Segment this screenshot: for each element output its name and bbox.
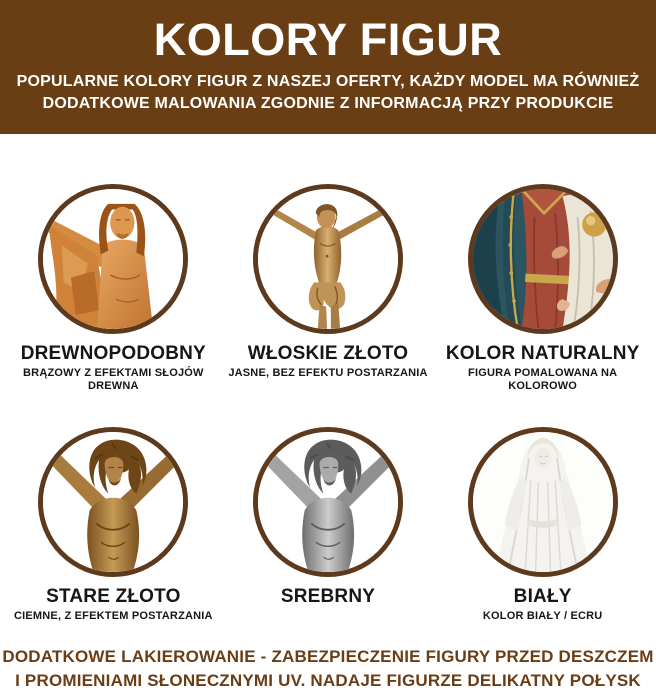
white-madonna-figure-image bbox=[468, 427, 618, 577]
footer-note bbox=[0, 645, 656, 693]
option-name: WŁOSKIE ZŁOTO bbox=[247, 343, 409, 364]
option-name: STARE ZŁOTO bbox=[46, 586, 181, 607]
option-description: FIGURA POMALOWANA NA KOLOROWO bbox=[468, 367, 618, 392]
color-option-kolor-naturalny bbox=[435, 184, 650, 393]
color-option-drewnopodobny bbox=[6, 184, 221, 393]
option-name: DREWNOPODOBNY bbox=[20, 343, 206, 364]
footer-line2: I PROMIENIAMI SŁONECZNYMI UV. NADAJE FIGURZE DELIKATNY POŁYSK bbox=[15, 671, 641, 690]
footer-line1: DODATKOWE LAKIEROWANIE - ZABEZPIECZENIE FIGURY PRZED DESZCZEM bbox=[2, 647, 654, 666]
dark-antique-gold-crucifix-figure-image bbox=[38, 427, 188, 577]
color-option-srebrny bbox=[221, 427, 436, 623]
header-subtitle-line2: DODATKOWE MALOWANIA ZGODNIE Z INFORMACJĄ PRZY PRODUKCIE bbox=[42, 95, 614, 112]
silver-crucifix-figure-image bbox=[253, 427, 403, 577]
color-option-wloskie-zloto bbox=[221, 184, 436, 393]
option-name: BIAŁY bbox=[513, 586, 572, 607]
page-title: KOLORY FIGUR bbox=[153, 14, 503, 65]
header-subtitle-line1: POPULARNE KOLORY FIGUR Z NASZEJ OFERTY, KAŻDY MODEL MA RÓWNIEŻ bbox=[16, 73, 640, 90]
header bbox=[0, 0, 656, 134]
color-option-stare-zloto bbox=[6, 427, 221, 623]
color-option-bialy bbox=[435, 427, 650, 623]
painted-madonna-with-child-figure-image bbox=[468, 184, 618, 334]
option-description: KOLOR BIAŁY / ECRU bbox=[482, 610, 603, 622]
color-options-grid bbox=[0, 184, 656, 623]
option-name: SREBRNY bbox=[280, 586, 376, 607]
option-name: KOLOR NATURALNY bbox=[445, 343, 640, 364]
option-description: BRĄZOWY Z EFEKTAMI SŁOJÓW DREWNA bbox=[23, 367, 204, 392]
wood-carved-jesus-figure-image bbox=[38, 184, 188, 334]
header-subtitle bbox=[0, 71, 656, 115]
option-description: CIEMNE, Z EFEKTEM POSTARZANIA bbox=[13, 610, 213, 622]
option-description: JASNE, BEZ EFEKTU POSTARZANIA bbox=[228, 367, 428, 379]
bright-gold-crucifix-figure-image bbox=[253, 184, 403, 334]
